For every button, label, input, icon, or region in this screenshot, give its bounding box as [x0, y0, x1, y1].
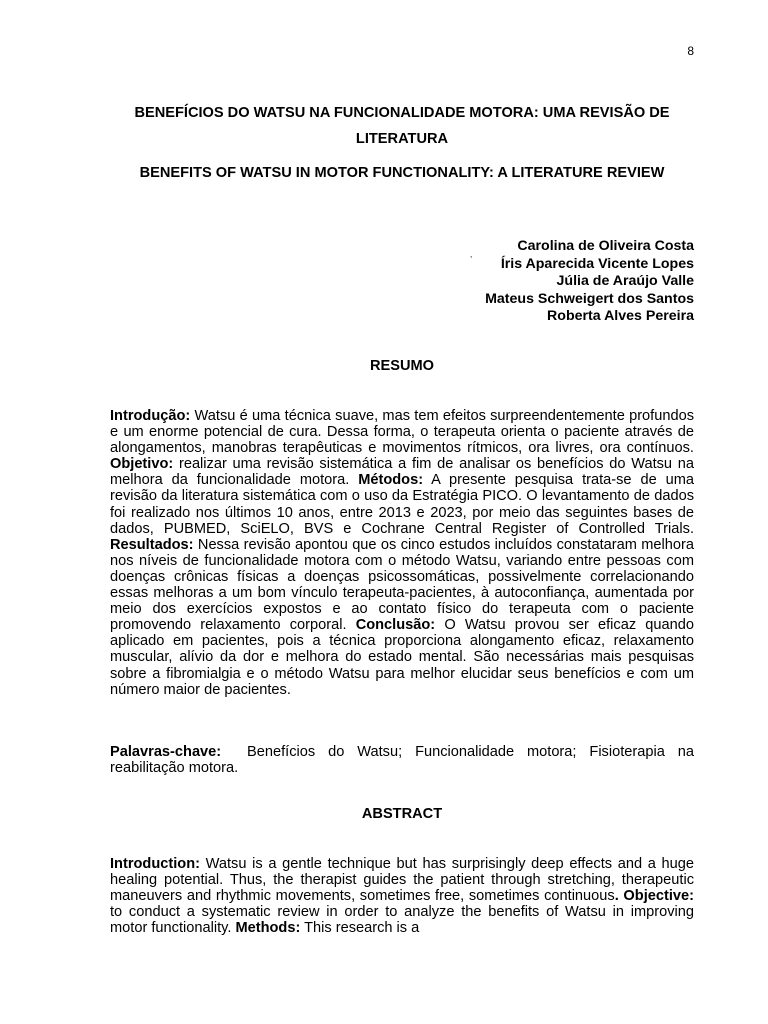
- label-objective: Objective:: [618, 888, 694, 905]
- label-introduction: Introduction:: [110, 856, 200, 872]
- abstract-paragraph: [110, 856, 694, 936]
- author-name: Carolina de Oliveira Costa: [517, 238, 694, 254]
- text-methods: This research is a: [300, 920, 420, 937]
- abstract-heading: ABSTRACT: [361, 806, 443, 822]
- author-name: Íris Aparecida Vicente Lopes: [500, 255, 694, 272]
- label-methods: Methods:: [235, 920, 301, 937]
- text-conclusao: O Watsu provou ser eficaz quando aplicado em pacientes, pois a técnica proporciona alongamento eficaz, relaxamento muscular, alívio da dor e melhora do estado mental. São necessárias mais pesquisas sobre a fibromialgia e o método Watsu para melhor elucidar seus benefícios e com um número maior de pacientes.: [110, 617, 694, 698]
- text-resultados: Nessa revisão apontou que os cinco estudos incluídos constataram melhora nos níveis de funcionalidade motora com o método Watsu, variando entre pessoas com doenças crônicas físicas a doenças psicossomáticas, possivelmente correlacionando essas melhoras a um bom vínculo terapeuta-pacientes, à autoconfiança, aumentada por meio dos exercícios expostos e ao contato físico do terapeuta com o paciente promovendo relaxamento corporal.: [110, 536, 694, 634]
- resumo-paragraph: [110, 408, 694, 698]
- author-name: Júlia de Araújo Valle: [556, 273, 694, 289]
- author-list: [485, 238, 694, 326]
- label-objetivo: Objetivo:: [110, 456, 174, 473]
- text-objective: to conduct a systematic review in order to analyze the benefits of Watsu in improving motor functionality.: [110, 904, 694, 937]
- text-introduction: Watsu is a gentle technique but has surprisingly deep effects and a huge healing potential. Thus, the therapist guides the patient through stretching, therapeutic maneuvers and rhythmic movements, sometimes free, sometimes continuous: [110, 856, 694, 905]
- label-introducao: Introdução:: [110, 408, 191, 424]
- stray-mark: ,: [470, 250, 473, 259]
- title-english: BENEFITS OF WATSU IN MOTOR FUNCTIONALITY: A LITERATURE REVIEW: [139, 165, 665, 181]
- label-metodos: Métodos:: [358, 472, 424, 489]
- period: .: [614, 888, 619, 905]
- label-conclusao: Conclusão:: [355, 617, 436, 634]
- text-objetivo: realizar uma revisão sistemática a fim de analisar os benefícios do Watsu na melhora da funcionalidade motora.: [110, 456, 694, 489]
- text-metodos: A presente pesquisa trata-se de uma revisão da literatura sistemática com o uso da Estratégia PICO. O levantamento de dados foi realizado nos últimos 10 anos, entre 2013 e 2023, por meio das seguintes bases de dados, PUBMED, SciELO, BVS e Cochrane Central Register of Controlled Trials.: [110, 472, 694, 537]
- text-keywords: Benefícios do Watsu; Funcionalidade motora; Fisioterapia na reabilitação motora.: [110, 744, 699, 777]
- label-keywords: Palavras-chave:: [110, 744, 222, 760]
- label-resultados: Resultados:: [110, 536, 194, 553]
- keywords-paragraph: [110, 744, 699, 777]
- text-introducao: Watsu é uma técnica suave, mas tem efeitos surpreendentemente profundos e um enorme potencial de cura. Dessa forma, o terapeuta orienta o paciente através de alongamentos, manobras terapêuticas e movimentos rítmicos, ora livres, ora contínuos.: [110, 408, 694, 457]
- author-name: Mateus Schweigert dos Santos: [485, 290, 694, 307]
- page-number: 8: [687, 44, 694, 58]
- resumo-heading: RESUMO: [369, 358, 435, 374]
- author-name: Roberta Alves Pereira: [547, 308, 694, 324]
- title-portuguese: BENEFÍCIOS DO WATSU NA FUNCIONALIDADE MOTORA: UMA REVISÃO DE LITERATURA: [134, 105, 670, 147]
